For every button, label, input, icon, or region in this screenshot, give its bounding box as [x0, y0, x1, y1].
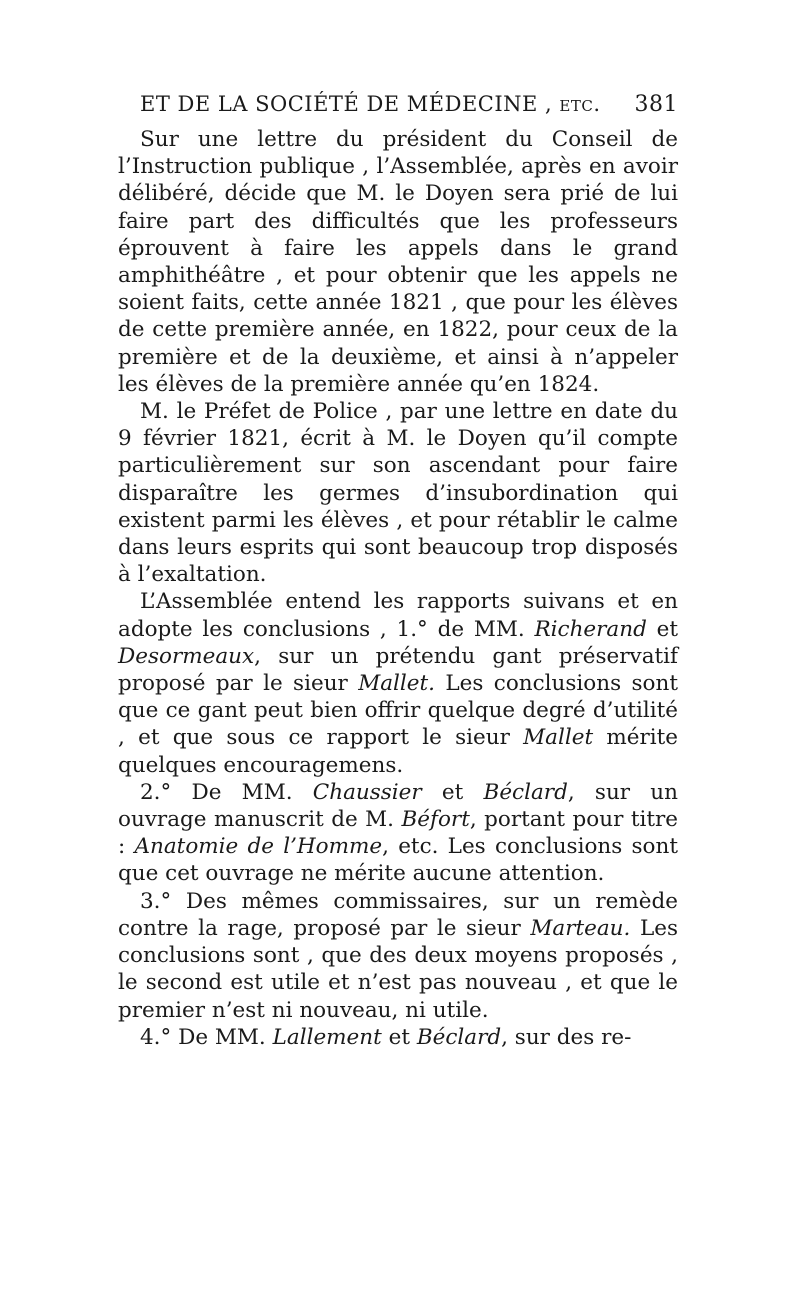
running-head-title: ET DE LA SOCIÉTÉ DE MÉDECINE , etc. [140, 92, 601, 116]
text-run: M. le Préfet de Police , par une lettre en date du 9 février 1821, écrit à M. le Doyen qu’il compte particulièrement sur son ascendant pour faire disparaître les germes d’insubordination qui existent parmi les élèves , et pour rétablir le calme dans leurs esprits qui sont beaucoup trop disposés à l’exaltation. [118, 399, 678, 588]
italic-name: Desormeaux [118, 643, 255, 669]
paragraph [118, 126, 678, 398]
italic-name: Béfort [401, 807, 470, 833]
page-number: 381 [634, 92, 678, 117]
text-run: et [421, 779, 484, 805]
text-run: mérite quelques encouragemens. [118, 725, 679, 778]
text-run: Les conclusions sont , que des deux moyens proposés , le second est utile et n’est pas nouveau , et que le premier n’est ni nouveau, ni utile. [118, 915, 678, 1023]
text-run: L’Assemblée entend les rapports suivans et en adopte les conclusions , 1.° de MM. [118, 589, 678, 642]
paragraph [118, 888, 678, 1024]
text-run: , sur un ouvrage manuscrit de M. [118, 779, 678, 833]
italic-name: Marteau. [530, 915, 631, 941]
text-run: et [646, 616, 678, 642]
text-run: , sur des re- [501, 1024, 632, 1050]
text-run: 4.° De MM. [140, 1024, 273, 1050]
italic-name: Richerand [534, 616, 647, 642]
running-head [118, 92, 678, 126]
paragraph [118, 398, 678, 588]
text-run: , portant pour titre : [118, 807, 678, 860]
body-text [118, 126, 678, 1051]
italic-name: Mallet [523, 725, 594, 751]
italic-name: Lallement [272, 1024, 382, 1050]
paragraph [118, 588, 678, 778]
paragraph [118, 779, 678, 888]
text-run: et [381, 1024, 417, 1050]
text-run: Les conclusions sont que ce gant peut bien offrir quelque degré d’utilité , et que sous ce rapport le sieur [118, 671, 678, 751]
italic-name: Mallet. [358, 671, 435, 697]
italic-name: Chaussier [312, 779, 422, 805]
text-run: Sur une lettre du président du Conseil de l’Instruction publique , l’Assemblée, après en avoir délibéré, décide que M. le Doyen sera prié de lui faire part des difficultés que les professeurs éprouvent à faire les appels dans le grand amphithéâtre , et pour obtenir que les appels ne soient faits, cette année 1821 , que pour les élèves de cette première année, en 1822, pour ceux de la première et de la deuxième, et ainsi à n’appeler les élèves de la première année qu’en 1824. [118, 127, 678, 397]
italic-name: Béclard [416, 1024, 502, 1050]
book-page [118, 92, 678, 1051]
text-run: 2.° De MM. [140, 779, 313, 805]
italic-title: Anatomie de l’Homme [134, 834, 383, 860]
paragraph [118, 1024, 678, 1051]
text-run: 3.° Des mêmes commissaires, sur un remède contre la rage, proposé par le sieur [118, 888, 678, 941]
text-run: , etc. Les conclusions sont que cet ouvrage ne mérite aucune attention. [118, 834, 678, 887]
text-run: , sur un prétendu gant préservatif proposé par le sieur [118, 643, 678, 697]
italic-name: Béclard [483, 779, 568, 805]
